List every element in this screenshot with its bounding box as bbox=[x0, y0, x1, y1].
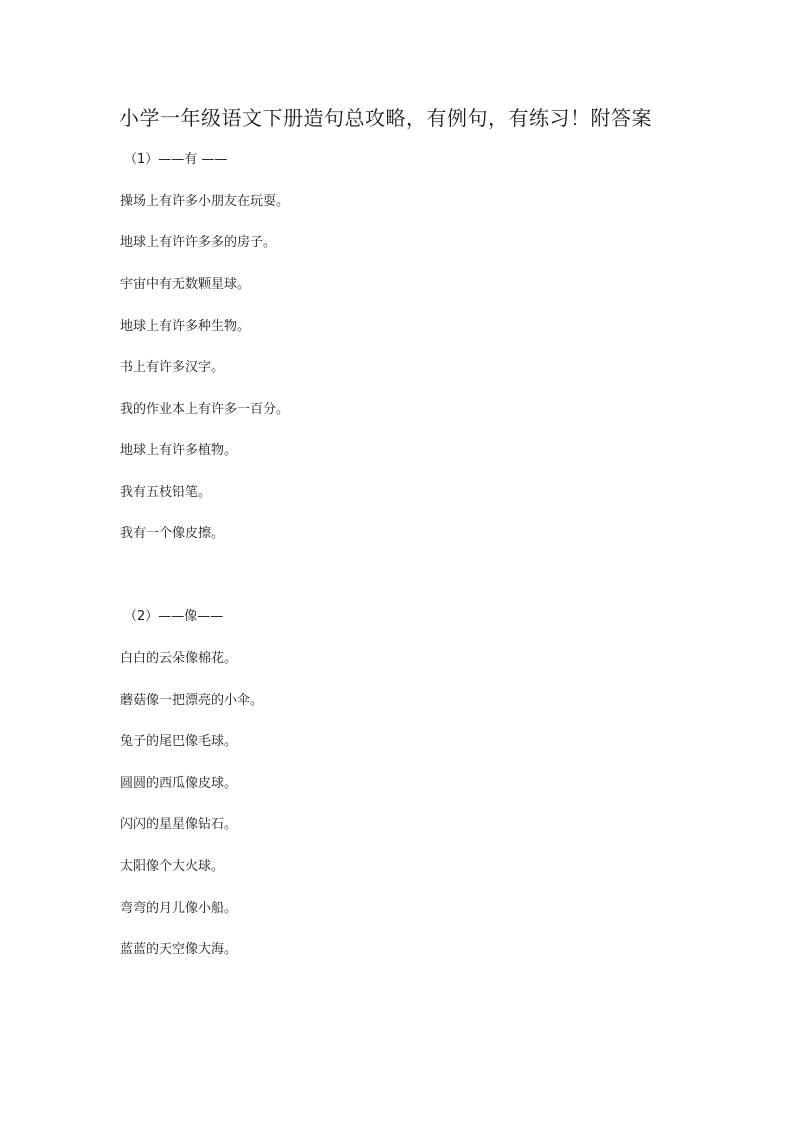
sentence-line: 书上有许多汉字。 bbox=[120, 360, 225, 375]
sentence-line: 我的作业本上有许多一百分。 bbox=[120, 402, 290, 417]
sentence-line: 闪闪的星星像钻石。 bbox=[120, 817, 238, 832]
sentence-line: 操场上有许多小朋友在玩耍。 bbox=[120, 194, 290, 209]
sentence-line: 地球上有许多植物。 bbox=[120, 443, 238, 458]
sentence-line: 太阳像个大火球。 bbox=[120, 859, 225, 874]
sentence-line: 兔子的尾巴像毛球。 bbox=[120, 734, 238, 749]
sentence-line: 地球上有许许多多的房子。 bbox=[120, 235, 277, 250]
document-title: 小学一年级语文下册造句总攻略，有例句，有练习！附答案 bbox=[119, 106, 652, 130]
sentence-line: 圆圆的西瓜像皮球。 bbox=[120, 776, 238, 791]
sentence-line: 我有五枝铅笔。 bbox=[120, 485, 212, 500]
sentence-line: 地球上有许多种生物。 bbox=[120, 319, 251, 334]
sentence-line: 白白的云朵像棉花。 bbox=[120, 651, 238, 666]
sentence-line: 宇宙中有无数颗星球。 bbox=[120, 277, 251, 292]
sentence-line: 蘑菇像一把漂亮的小伞。 bbox=[120, 693, 264, 708]
sentence-line: 蓝蓝的天空像大海。 bbox=[120, 942, 238, 957]
sentence-line: 我有一个像皮擦。 bbox=[120, 526, 225, 541]
section-heading-you: （1）——有 —— bbox=[124, 152, 228, 167]
sentence-line: 弯弯的月儿像小船。 bbox=[120, 901, 238, 916]
section-heading-xiang: （2）——像—— bbox=[124, 609, 224, 624]
